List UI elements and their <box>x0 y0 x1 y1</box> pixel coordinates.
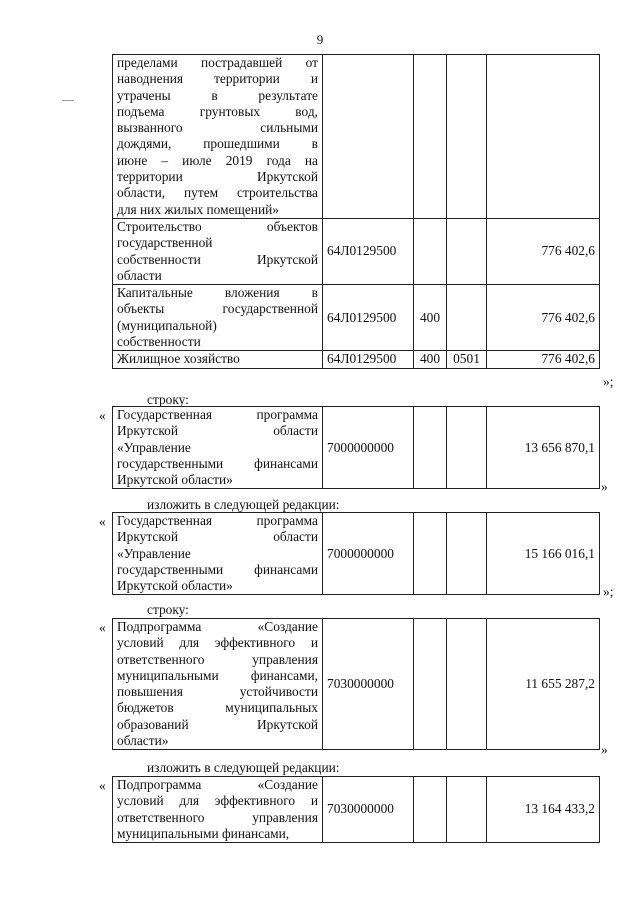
expense-name-line: Иркутской области <box>117 529 318 545</box>
section-code-cell: 0501 <box>447 351 487 368</box>
instruction-line-4: изложить в следующей редакции: <box>147 760 340 775</box>
section-code-cell <box>447 619 487 750</box>
expense-name-line: Подпрограмма «Создание <box>117 777 318 792</box>
expense-name-line: условий для эффективного и <box>117 793 318 809</box>
expense-name-line: образований Иркутской <box>117 716 318 732</box>
target-code-cell: 7000000000 <box>323 513 414 595</box>
expense-name-line: муниципальными финансами, <box>117 667 318 683</box>
amount-cell <box>487 55 600 219</box>
closing-quote-3: »; <box>603 584 614 599</box>
opening-quote-5: « <box>99 778 106 793</box>
expense-name-line: утрачены в результате <box>117 87 318 103</box>
table-row <box>113 285 600 351</box>
expense-name-line: для них жилых помещений» <box>117 201 279 217</box>
expense-group-cell <box>414 55 447 219</box>
expense-name-line: «Управление <box>117 439 191 455</box>
instruction-line-2: изложить в следующей редакции: <box>147 497 340 512</box>
amount-cell: 11 655 287,2 <box>487 619 600 750</box>
expense-name-line: «Управление <box>117 545 191 561</box>
table-row <box>113 218 600 284</box>
opening-quote-3: « <box>99 514 106 529</box>
expense-name-cell <box>113 777 323 843</box>
expense-name-line: области <box>117 267 162 283</box>
instruction-line-1: строку: <box>147 392 189 407</box>
expense-name-line: Государственная программа <box>117 407 318 422</box>
closing-quote-4: » <box>601 742 608 757</box>
amount-cell: 776 402,6 <box>487 285 600 351</box>
expense-name-cell <box>113 351 323 368</box>
expense-group-cell <box>414 513 447 595</box>
expense-name-line: дождями, прошедшими в <box>117 136 318 152</box>
expense-name-line: государственной <box>117 235 213 251</box>
expense-name-line: государственными финансами <box>117 455 318 471</box>
table-row <box>113 777 600 843</box>
expense-name-line: подъема грунтовых вод, <box>117 103 318 119</box>
expense-group-cell: 400 <box>414 285 447 351</box>
expense-name-line: области» <box>117 733 169 749</box>
expense-name-line: территории Иркутской <box>117 169 318 185</box>
table-row <box>113 55 600 219</box>
expense-name-line: (муниципальной) <box>117 317 217 333</box>
target-code-cell: 64Л0129500 <box>323 351 414 368</box>
expense-group-cell <box>414 218 447 284</box>
expense-group-cell <box>414 619 447 750</box>
expense-name-line: Иркутской области» <box>117 578 233 594</box>
expense-name-line: условий для эффективного и <box>117 635 318 651</box>
amount-cell: 15 166 016,1 <box>487 513 600 595</box>
budget-table-block-1 <box>112 54 600 369</box>
expense-name-line: вызванного сильными <box>117 120 318 136</box>
expense-name-line: пределами пострадавшей от <box>117 55 318 70</box>
expense-name-line: июне – июле 2019 года на <box>117 152 318 168</box>
expense-name-line: Капитальные вложения в <box>117 285 318 301</box>
expense-name-line: собственности <box>117 334 201 350</box>
expense-name-line: области, путем строительства <box>117 185 318 201</box>
section-code-cell <box>447 285 487 351</box>
target-code-cell: 7030000000 <box>323 777 414 843</box>
expense-name-cell <box>113 407 323 489</box>
closing-quote-2: » <box>601 479 608 494</box>
target-code-cell: 64Л0129500 <box>323 218 414 284</box>
expense-name-line: ответственного управления <box>117 809 318 825</box>
closing-quote-1: »; <box>603 374 614 389</box>
target-code-cell: 64Л0129500 <box>323 285 414 351</box>
budget-table-block-3 <box>112 512 600 595</box>
expense-name-line: Жилищное хозяйство <box>117 351 240 367</box>
table-row <box>113 619 600 750</box>
expense-name-line: муниципальными финансами, <box>117 825 290 841</box>
expense-name-cell <box>113 285 323 351</box>
expense-name-cell <box>113 513 323 595</box>
amount-cell: 13 656 870,1 <box>487 407 600 489</box>
page-number: 9 <box>316 32 324 47</box>
expense-name-line: собственности Иркутской <box>117 251 318 267</box>
expense-name-line: Подпрограмма «Создание <box>117 619 318 634</box>
amount-cell: 776 402,6 <box>487 351 600 368</box>
section-code-cell <box>447 55 487 219</box>
budget-table-block-5 <box>112 776 600 843</box>
budget-table-block-2 <box>112 406 600 489</box>
expense-name-cell <box>113 619 323 750</box>
expense-name-line: Строительство объектов <box>117 218 318 234</box>
target-code-cell: 7000000000 <box>323 407 414 489</box>
expense-name-line: ответственного управления <box>117 651 318 667</box>
expense-group-cell <box>414 777 447 843</box>
target-code-cell <box>323 55 414 219</box>
margin-mark <box>62 100 74 101</box>
section-code-cell <box>447 407 487 489</box>
expense-name-line: Иркутской области <box>117 423 318 439</box>
expense-group-cell <box>414 407 447 489</box>
expense-name-line: наводнения территории и <box>117 71 318 87</box>
table-row <box>113 407 600 489</box>
section-code-cell <box>447 777 487 843</box>
expense-name-line: государственными финансами <box>117 561 318 577</box>
target-code-cell: 7030000000 <box>323 619 414 750</box>
expense-name-line: Иркутской области» <box>117 472 233 488</box>
section-code-cell <box>447 218 487 284</box>
expense-name-cell <box>113 55 323 219</box>
opening-quote-4: « <box>99 620 106 635</box>
section-code-cell <box>447 513 487 595</box>
expense-name-line: Государственная программа <box>117 513 318 528</box>
amount-cell: 13 164 433,2 <box>487 777 600 843</box>
table-row <box>113 513 600 595</box>
expense-name-line: объекты государственной <box>117 301 318 317</box>
expense-name-cell <box>113 218 323 284</box>
opening-quote-2: « <box>99 408 106 423</box>
instruction-line-3: строку: <box>147 602 189 617</box>
budget-table-block-4 <box>112 618 600 750</box>
table-row <box>113 351 600 368</box>
expense-group-cell: 400 <box>414 351 447 368</box>
amount-cell: 776 402,6 <box>487 218 600 284</box>
expense-name-line: бюджетов муниципальных <box>117 700 318 716</box>
expense-name-line: повышения устойчивости <box>117 684 318 700</box>
